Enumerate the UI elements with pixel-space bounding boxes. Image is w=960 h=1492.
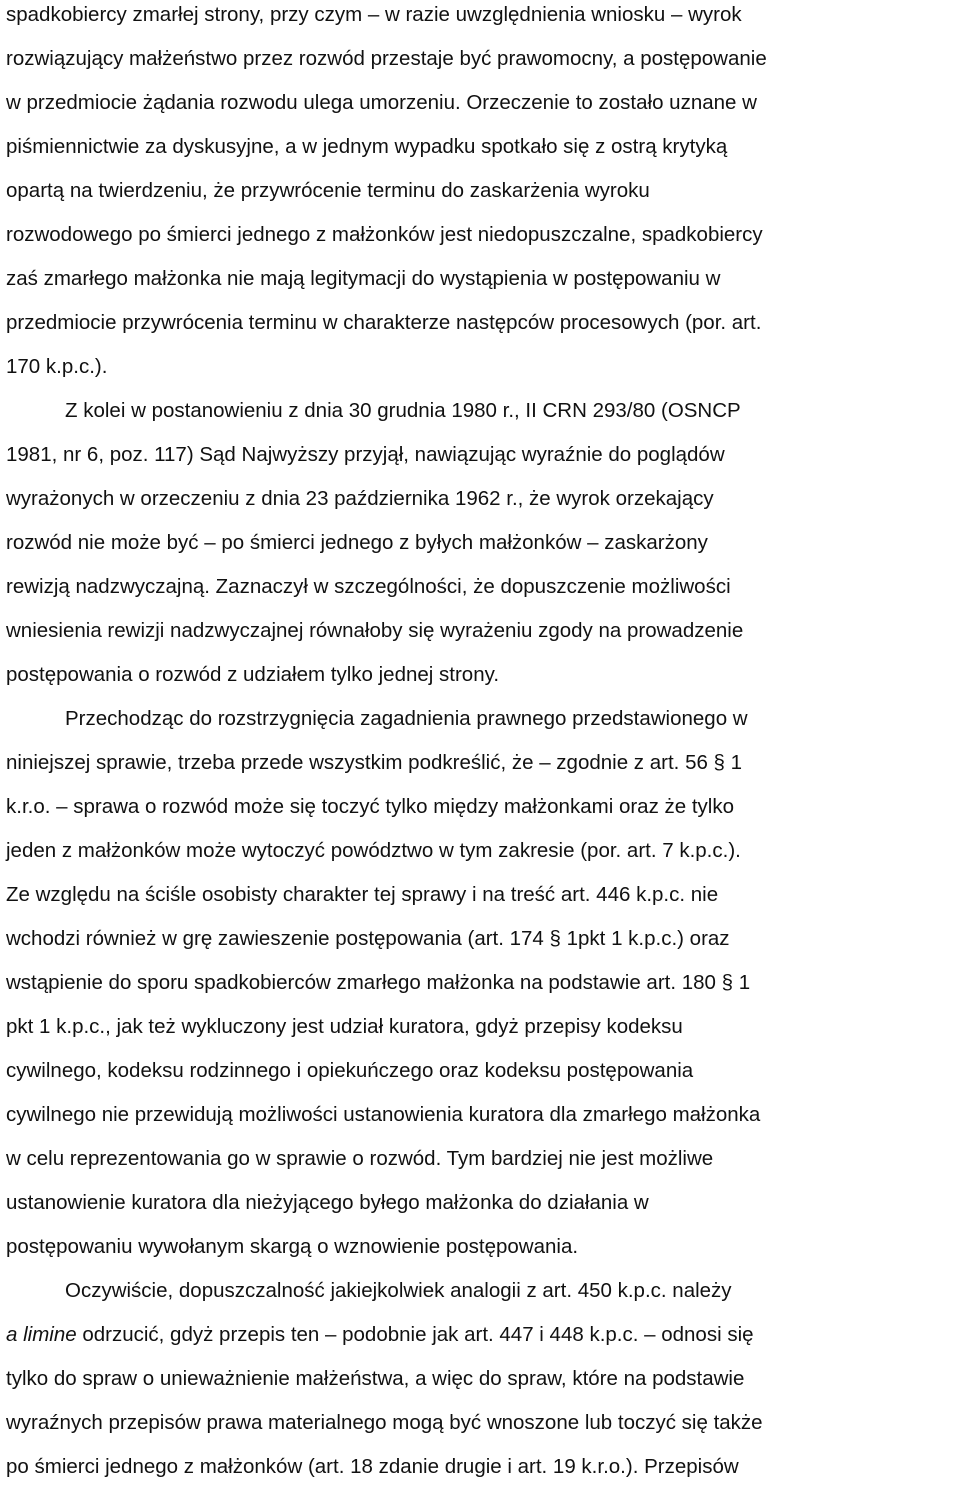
text-line: w przedmiocie żądania rozwodu ulega umorzeniu. Orzeczenie to zostało uznane w xyxy=(6,91,757,114)
text-line: ustanowienie kuratora dla nieżyjącego byłego małżonka do działania w xyxy=(6,1191,649,1214)
text-line: rozwiązujący małżeństwo przez rozwód przestaje być prawomocny, a postępowanie xyxy=(6,47,767,70)
text-line: rozwód nie może być – po śmierci jednego z byłych małżonków – zaskarżony xyxy=(6,531,708,554)
text-line: postępowaniu wywołanym skargą o wznowienie postępowania. xyxy=(6,1235,579,1258)
text-line: spadkobiercy zmarłej strony, przy czym – w razie uwzględnienia wniosku – wyrok xyxy=(6,3,742,26)
text-line: wyraźnych przepisów prawa materialnego mogą być wnoszone lub toczyć się także xyxy=(6,1411,763,1434)
text-line: opartą na twierdzeniu, że przywrócenie terminu do zaskarżenia wyroku xyxy=(6,179,650,202)
text-line: w celu reprezentowania go w sprawie o rozwód. Tym bardziej nie jest możliwe xyxy=(6,1147,714,1170)
text-line: tylko do spraw o unieważnienie małżeństwa, a więc do spraw, które na podstawie xyxy=(6,1367,745,1390)
text-line: wchodzi również w grę zawieszenie postępowania (art. 174 § 1pkt 1 k.p.c.) oraz xyxy=(6,927,730,950)
text-line: zaś zmarłego małżonka nie mają legitymacji do wystąpienia w postępowaniu w xyxy=(6,267,721,290)
text-line: cywilnego, kodeksu rodzinnego i opiekuńczego oraz kodeksu postępowania xyxy=(6,1059,694,1082)
text-line: przedmiocie przywrócenia terminu w charakterze następców procesowych (por. art. xyxy=(6,311,762,334)
italic-latin-phrase: a limine xyxy=(6,1323,77,1346)
text-line: 1981, nr 6, poz. 117) Sąd Najwyższy przyjął, nawiązując wyraźnie do poglądów xyxy=(6,443,725,466)
text-line: piśmiennictwie za dyskusyjne, a w jednym wypadku spotkało się z ostrą krytyką xyxy=(6,135,728,158)
text-line: wyrażonych w orzeczeniu z dnia 23 października 1962 r., że wyrok orzekający xyxy=(6,487,714,510)
text-line: rozwodowego po śmierci jednego z małżonków jest niedopuszczalne, spadkobiercy xyxy=(6,223,763,246)
text-line: postępowania o rozwód z udziałem tylko jednej strony. xyxy=(6,663,500,686)
text-line-rest: odrzucić, gdyż przepis ten – podobnie jak art. 447 i 448 k.p.c. – odnosi się xyxy=(76,1323,754,1346)
text-line: wniesienia rewizji nadzwyczajnej równałoby się wyrażeniu zgody na prowadzenie xyxy=(6,619,744,642)
text-line: po śmierci jednego z małżonków (art. 18 zdanie drugie i art. 19 k.r.o.). Przepisów xyxy=(6,1455,739,1478)
text-line: 170 k.p.c.). xyxy=(6,355,108,378)
text-line: Ze względu na ściśle osobisty charakter tej sprawy i na treść art. 446 k.p.c. nie xyxy=(6,883,719,906)
text-line: k.r.o. – sprawa o rozwód może się toczyć tylko między małżonkami oraz że tylko xyxy=(6,795,735,818)
text-line: rewizją nadzwyczajną. Zaznaczył w szczególności, że dopuszczenie możliwości xyxy=(6,575,731,598)
text-line: pkt 1 k.p.c., jak też wykluczony jest udział kuratora, gdyż przepisy kodeksu xyxy=(6,1015,683,1038)
paragraph-first-line: Z kolei w postanowieniu z dnia 30 grudnia 1980 r., II CRN 293/80 (OSNCP xyxy=(65,399,741,422)
paragraph-first-line: Oczywiście, dopuszczalność jakiejkolwiek analogii z art. 450 k.p.c. należy xyxy=(65,1279,732,1302)
text-line: wstąpienie do sporu spadkobierców zmarłego małżonka na podstawie art. 180 § 1 xyxy=(6,971,751,994)
text-line: cywilnego nie przewidują możliwości ustanowienia kuratora dla zmarłego małżonka xyxy=(6,1103,761,1126)
text-line: jeden z małżonków może wytoczyć powództwo w tym zakresie (por. art. 7 k.p.c.). xyxy=(6,839,741,862)
text-line xyxy=(6,1320,754,1350)
paragraph-first-line: Przechodząc do rozstrzygnięcia zagadnienia prawnego przedstawionego w xyxy=(65,707,748,730)
text-line: niniejszej sprawie, trzeba przede wszystkim podkreślić, że – zgodnie z art. 56 § 1 xyxy=(6,751,743,774)
